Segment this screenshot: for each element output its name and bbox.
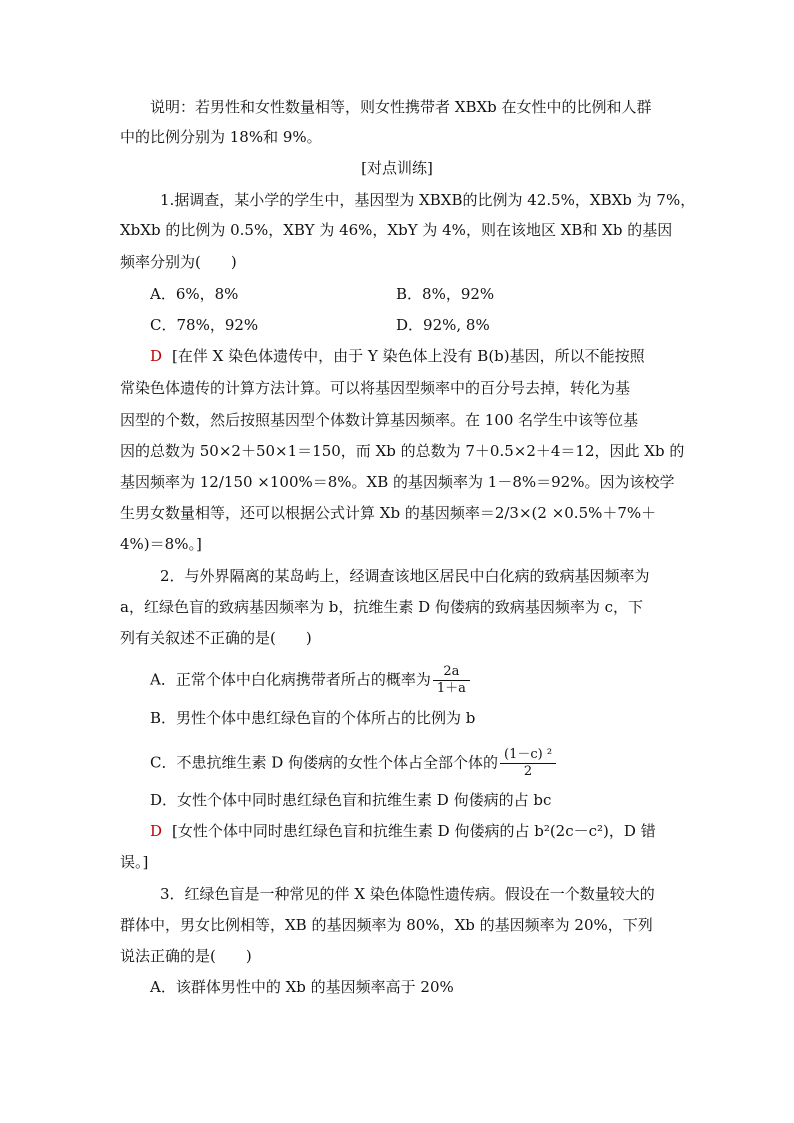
fraction-numerator: (1－c) ² <box>500 747 556 764</box>
q1-option-a: A．6%，8% <box>150 285 239 303</box>
q2-option-d: D．女性个体中同时患红绿色盲和抗维生素 D 佝偻病的占 bc <box>150 791 552 809</box>
q1-explanation-line-3: 因型的个数，然后按照基因型个体数计算基因频率。在 100 名学生中该等位基 <box>120 411 639 429</box>
section-title: [对点训练] <box>361 159 433 177</box>
q3-line-3: 说法正确的是( ) <box>120 947 252 965</box>
q2-option-a-fraction <box>433 664 470 697</box>
q2-line-2: a，红绿色盲的致病基因频率为 b，抗维生素 D 佝偻病的致病基因频率为 c，下 <box>120 598 644 616</box>
q1-line-2: XbXb 的比例为 0.5%，XBY 为 46%，XbY 为 4%，则在该地区 XB和 Xb 的基因 <box>120 221 673 239</box>
q1-explanation-line-2: 常染色体遗传的计算方法计算。可以将基因型频率中的百分号去掉，转化为基 <box>120 379 631 397</box>
q2-option-a <box>150 664 470 697</box>
q2-option-c-fraction <box>500 747 556 780</box>
q1-explanation-line-7: 4%)＝8%。] <box>120 535 202 553</box>
q1-exp-text-1: [在伴 X 染色体遗传中，由于 Y 染色体上没有 B(b)基因，所以不能按照 <box>172 347 645 365</box>
q2-line-3: 列有关叙述不正确的是( ) <box>120 629 312 647</box>
q2-exp-text-1: [女性个体中同时患红绿色盲和抗维生素 D 佝偻病的占 b²(2c－c²)，D 错 <box>172 822 656 840</box>
q2-line-1: 2．与外界隔离的某岛屿上，经调查该地区居民中白化病的致病基因频率为 <box>160 567 650 585</box>
q1-explanation-line-4: 因的总数为 50×2＋50×1＝150，而 Xb 的总数为 7＋0.5×2＋4＝12，因此 Xb 的 <box>120 442 685 460</box>
q2-option-a-text: A．正常个体中白化病携带者所占的概率为 <box>150 670 431 689</box>
fraction-denominator: 2 <box>523 764 533 779</box>
q2-explanation-line-1 <box>150 821 656 841</box>
q2-option-c-text: C．不患抗维生素 D 佝偻病的女性个体占全部个体的 <box>150 753 499 772</box>
note-line-1: 说明：若男性和女性数量相等，则女性携带者 XBXb 在女性中的比例和人群 <box>150 98 652 116</box>
q3-line-1: 3．红绿色盲是一种常见的伴 X 染色体隐性遗传病。假设在一个数量较大的 <box>160 885 655 903</box>
q1-option-d: D．92%, 8% <box>396 316 490 334</box>
q1-option-c: C．78%，92% <box>150 316 259 334</box>
q2-option-b: B．男性个体中患红绿色盲的个体所占的比例为 b <box>150 709 476 727</box>
q1-option-b: B．8%，92% <box>396 285 495 303</box>
fraction-numerator: 2a <box>433 664 470 681</box>
q3-option-a: A．该群体男性中的 Xb 的基因频率高于 20% <box>150 978 454 996</box>
q2-option-c <box>150 747 556 780</box>
q2-answer: D <box>150 822 163 840</box>
q1-line-3: 频率分别为( ) <box>120 253 237 271</box>
q1-explanation-line-6: 生男女数量相等，还可以根据公式计算 Xb 的基因频率＝2/3×(2 ×0.5%＋7%＋ <box>120 504 657 522</box>
q2-explanation-line-2: 误。] <box>120 853 149 871</box>
fraction-denominator: 1＋a <box>436 681 466 696</box>
q3-line-2: 群体中，男女比例相等，XB 的基因频率为 80%，Xb 的基因频率为 20%，下列 <box>120 916 653 934</box>
q1-line-1: 1.据调查，某小学的学生中，基因型为 XBXB的比例为 42.5%，XBXb 为 7%， <box>160 191 696 209</box>
q1-explanation-line-5: 基因频率为 12/150 ×100%＝8%。XB 的基因频率为 1－8%＝92%。因为该校学 <box>120 473 675 491</box>
note-line-2: 中的比例分别为 18%和 9%。 <box>120 128 322 146</box>
q1-answer: D <box>150 347 163 365</box>
q1-explanation-line-1 <box>150 346 645 366</box>
